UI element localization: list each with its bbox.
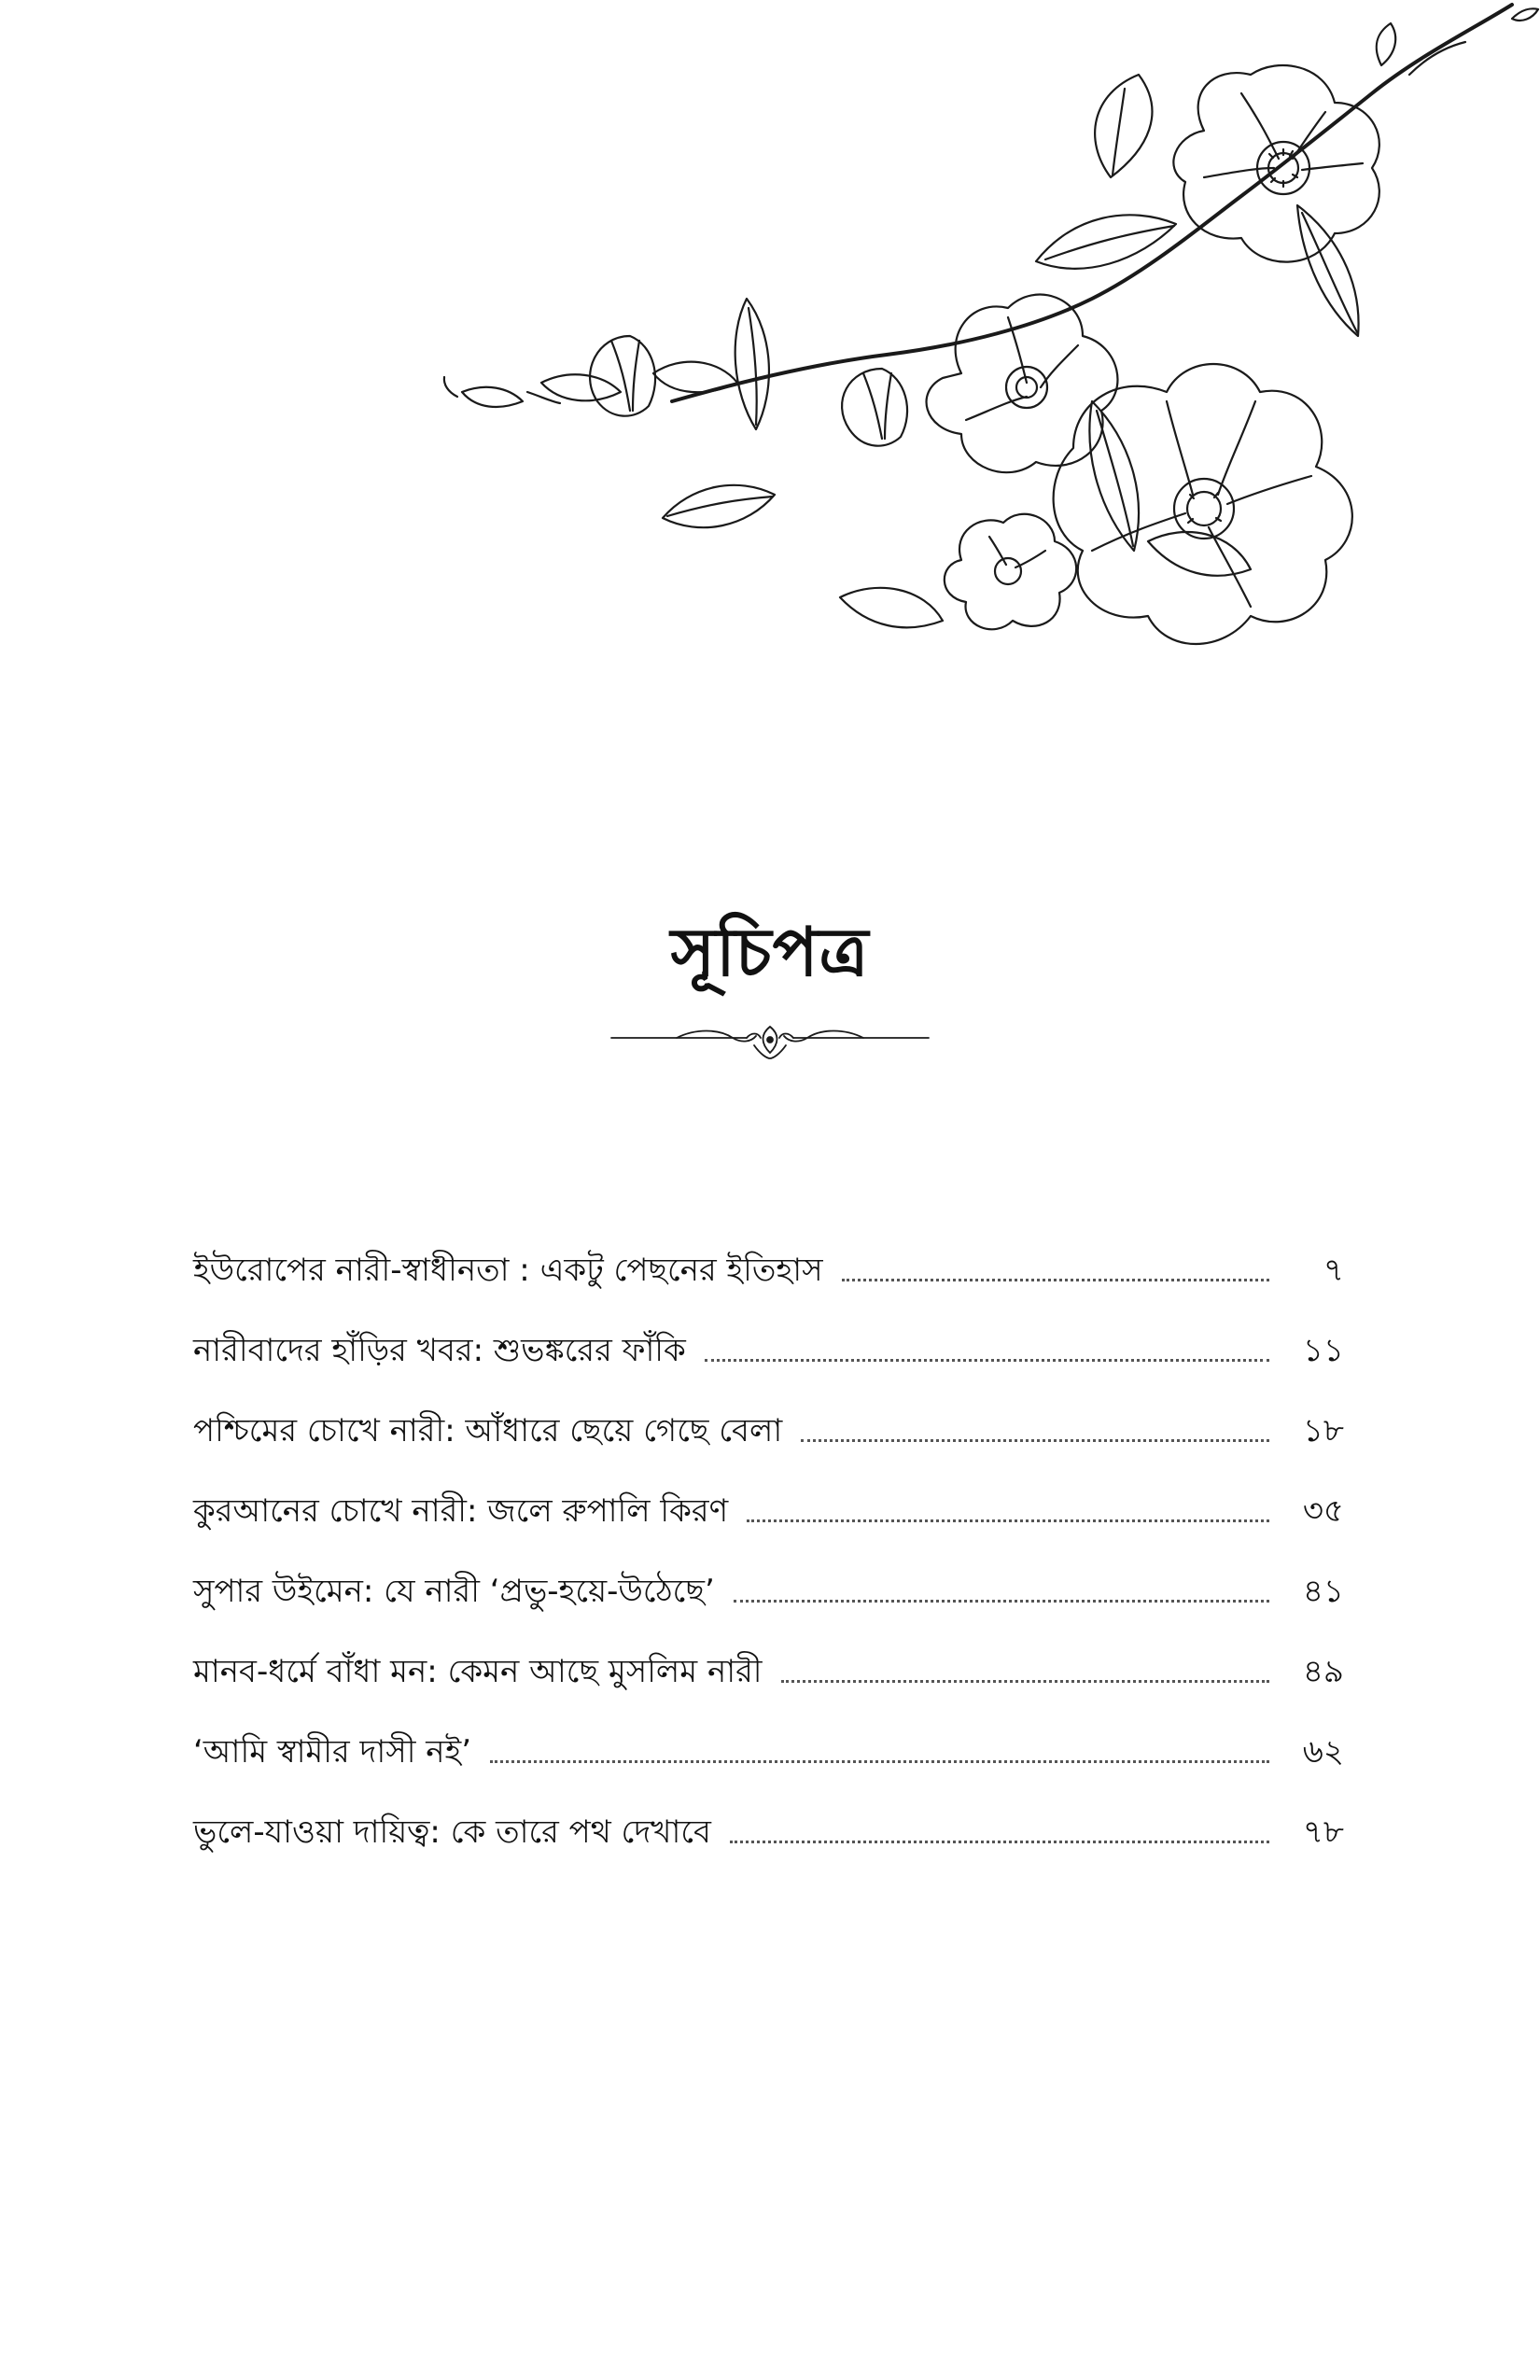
toc-entry-page: ৩৫ <box>1302 1492 1344 1530</box>
toc-entry-page: ১৮ <box>1302 1412 1344 1449</box>
toc-entry-title: কুরআনের চোখে নারী: জলে রুপালি কিরণ <box>193 1492 729 1530</box>
magnolia-branch-icon <box>439 0 1540 728</box>
toc-entry-title: ‘আমি স্বামীর দাসী নই’ <box>193 1733 472 1771</box>
toc-entry[interactable] <box>193 1379 1344 1459</box>
toc-entry-page: ৭ <box>1323 1252 1344 1289</box>
page-title: সূচিপত্র <box>670 913 870 991</box>
toc-entry-page: ১১ <box>1302 1332 1344 1369</box>
dot-leader <box>801 1438 1269 1442</box>
dot-leader <box>705 1358 1269 1362</box>
toc-entry-title: ভুলে-যাওয়া দায়িত্ব: কে তারে পথ দেখাবে <box>193 1813 711 1851</box>
dot-leader <box>490 1759 1269 1763</box>
table-of-contents <box>193 1218 1344 1860</box>
toc-entry[interactable] <box>193 1459 1344 1539</box>
dot-leader <box>734 1599 1269 1603</box>
toc-entry-page: ৪৯ <box>1302 1653 1344 1690</box>
toc-entry-page: ৪১ <box>1302 1573 1344 1610</box>
toc-entry-title: ইউরোপের নারী-স্বাধীনতা : একটু পেছনের ইতিহাস <box>193 1252 823 1289</box>
toc-entry-page: ৭৮ <box>1302 1813 1344 1851</box>
flourish-divider-icon <box>607 1017 933 1064</box>
toc-entry[interactable] <box>193 1539 1344 1619</box>
toc-entry[interactable] <box>193 1619 1344 1700</box>
dot-leader <box>781 1679 1269 1683</box>
dot-leader <box>730 1840 1269 1843</box>
toc-entry-title: সুপার উইমেন: যে নারী ‘প্রভু-হয়ে-উঠেছে’ <box>193 1573 715 1610</box>
dot-leader <box>842 1278 1269 1281</box>
toc-entry-title: পশ্চিমের চোখে নারী: আঁধারে ছেয়ে গেছে বেলা <box>193 1412 783 1449</box>
toc-entry[interactable] <box>193 1298 1344 1379</box>
toc-entry-title: মানব-ধর্মে বাঁধা মন: কেমন আছে মুসলিম নারী <box>193 1653 763 1690</box>
toc-entry[interactable] <box>193 1218 1344 1298</box>
toc-entry-title: নারীবাদের হাঁড়ির খবর: শুভঙ্করের ফাঁকি <box>193 1332 686 1369</box>
toc-entry[interactable] <box>193 1700 1344 1780</box>
toc-entry-page: ৬২ <box>1302 1733 1344 1771</box>
dot-leader <box>747 1519 1269 1522</box>
toc-entry[interactable] <box>193 1780 1344 1860</box>
